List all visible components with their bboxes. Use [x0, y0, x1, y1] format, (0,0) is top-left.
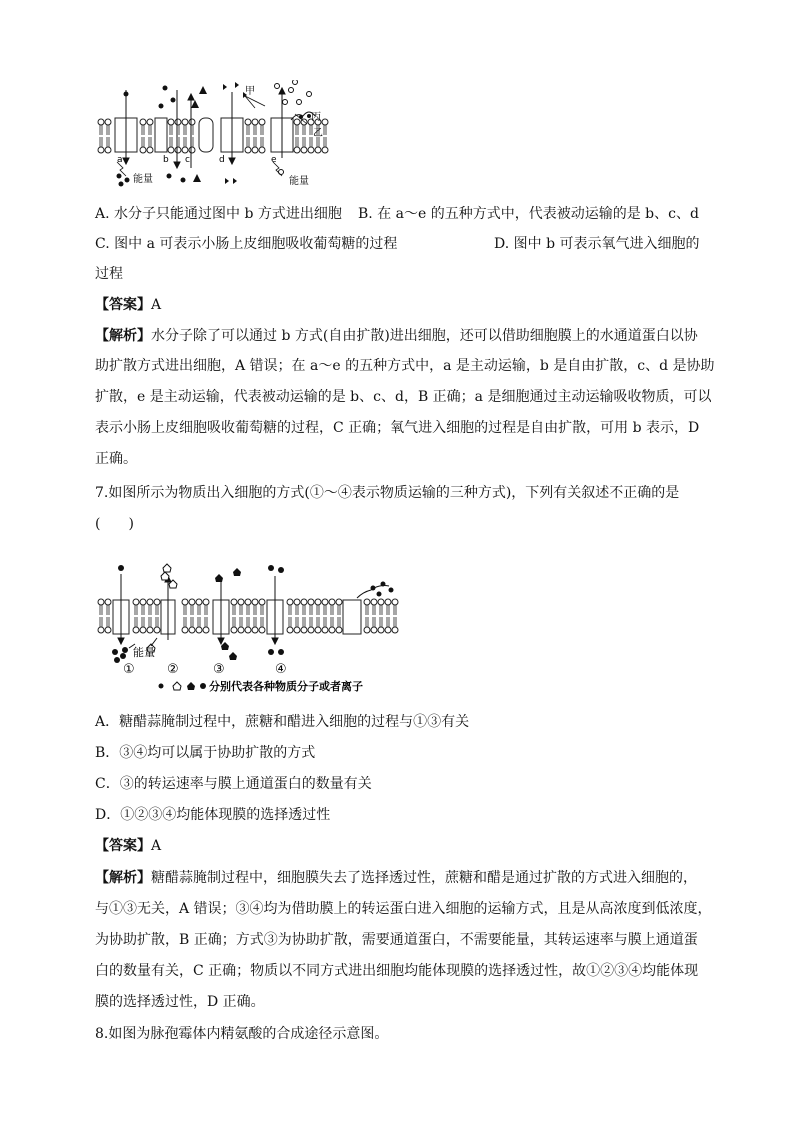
phospholipid: [287, 599, 293, 615]
q7-analysis-line-2: 与①③无关，A 错误；③④均为借助膜上的转运蛋白进入细胞的运输方式，且是从高浓度到低浓度，: [95, 901, 712, 917]
phospholipid: [392, 599, 398, 615]
membrane-transport-figure-1: [95, 80, 335, 190]
phospholipid: [140, 617, 146, 633]
phospholipid: [294, 617, 300, 633]
glycoprotein: [343, 600, 361, 634]
analysis-text: 糖醋蒜腌制过程中，细胞膜失去了选择透过性，蔗糖和醋是通过扩散的方式进入细胞的，: [151, 870, 697, 886]
svg-text:乙: 乙: [313, 128, 323, 139]
phospholipid: [252, 119, 258, 135]
phospholipid: [259, 119, 265, 135]
q7-option-c: C．③的转运速率与膜上通道蛋白的数量有关: [95, 776, 372, 792]
phospholipid: [182, 617, 188, 633]
phospholipid: [168, 119, 174, 135]
q7-analysis-line-5: 膜的选择透过性，D 正确。: [95, 994, 265, 1010]
analysis-text: 水分子除了可以通过 b 方式(自由扩散)进出细胞，还可以借助细胞膜上的水通道蛋白以协: [151, 328, 698, 344]
q6-option-d-cont: 过程: [95, 266, 123, 282]
phospholipid: [133, 617, 139, 633]
phospholipid: [322, 617, 328, 633]
phospholipid: [329, 617, 335, 633]
q6-option-d: D. 图中 b 可表示氧气进入细胞的: [494, 236, 700, 252]
phospholipid: [259, 137, 265, 153]
phospholipid: [196, 617, 202, 633]
q6-option-a: A. 水分子只能通过图中 b 方式进出细胞: [95, 206, 342, 222]
phospholipid: [154, 599, 160, 615]
phospholipid: [196, 599, 202, 615]
phospholipid: [301, 599, 307, 615]
phospholipid: [308, 137, 314, 153]
phospholipid: [245, 137, 251, 153]
phospholipid: [392, 617, 398, 633]
svg-text:能量: 能量: [289, 176, 309, 187]
phospholipid: [245, 599, 251, 615]
phospholipid: [231, 599, 237, 615]
phospholipid: [252, 599, 258, 615]
phospholipid: [364, 599, 370, 615]
phospholipid: [238, 617, 244, 633]
phospholipid: [371, 599, 377, 615]
answer-label: 【答案】: [95, 297, 151, 313]
phospholipid: [105, 599, 111, 615]
q7-stem: 7.如图所示为物质出入细胞的方式(①～④表示物质运输的三种方式)，下列有关叙述不正确的是: [95, 485, 680, 501]
phospholipid: [308, 599, 314, 615]
phospholipid: [189, 617, 195, 633]
phospholipid: [378, 617, 384, 633]
phospholipid: [371, 617, 377, 633]
phospholipid: [175, 119, 181, 135]
svg-text:a: a: [117, 155, 123, 165]
phospholipid: [245, 119, 251, 135]
phospholipid: [259, 617, 265, 633]
phospholipid: [287, 617, 293, 633]
phospholipid: [189, 137, 195, 153]
phospholipid: [98, 137, 104, 153]
analysis-label: 【解析】: [95, 870, 151, 886]
phospholipid: [385, 617, 391, 633]
phospholipid: [378, 599, 384, 615]
phospholipid: [203, 617, 209, 633]
phospholipid: [147, 119, 153, 135]
q7-option-b: B．③④均可以属于协助扩散的方式: [95, 745, 316, 761]
phospholipid: [294, 599, 300, 615]
phospholipid: [182, 137, 188, 153]
phospholipid: [182, 119, 188, 135]
svg-text:能量: 能量: [133, 174, 153, 185]
channel-protein-b: [155, 118, 167, 152]
answer-label: 【答案】: [95, 838, 151, 854]
phospholipid: [203, 599, 209, 615]
q7-analysis-line-1: [95, 868, 697, 888]
svg-text:d: d: [219, 155, 225, 165]
phospholipid: [147, 599, 153, 615]
q6-analysis-line-2: 助扩散方式进出细胞，A 错误；在 a～e 的五种方式中，a 是主动运输，b 是自由扩散，c、d 是协助: [95, 358, 715, 374]
answer-value: A: [151, 838, 162, 854]
phospholipid: [105, 137, 111, 153]
svg-text:分别代表各种物质分子或者离子: 分别代表各种物质分子或者离子: [209, 680, 363, 693]
phospholipid: [301, 617, 307, 633]
phospholipid: [140, 137, 146, 153]
q7-stem-paren: ( ): [95, 516, 134, 532]
phospholipid: [336, 617, 342, 633]
phospholipid: [294, 119, 300, 135]
q6-option-b: B. 在 a～e 的五种方式中，代表被动运输的是 b、c、d: [358, 206, 699, 222]
phospholipid: [301, 137, 307, 153]
phospholipid: [308, 617, 314, 633]
channel-protein-c: [199, 118, 213, 152]
phospholipid: [294, 137, 300, 153]
svg-text:②: ②: [167, 662, 179, 677]
phospholipid: [385, 599, 391, 615]
phospholipid: [322, 599, 328, 615]
svg-text:能量: 能量: [133, 646, 155, 659]
q6-analysis-line-5: 正确。: [95, 451, 137, 467]
phospholipid: [105, 119, 111, 135]
phospholipid: [105, 617, 111, 633]
phospholipid: [259, 599, 265, 615]
q6-answer: [95, 295, 161, 315]
phospholipid: [140, 119, 146, 135]
phospholipid: [98, 119, 104, 135]
phospholipid: [315, 617, 321, 633]
phospholipid: [315, 137, 321, 153]
svg-text:③: ③: [213, 662, 225, 677]
q7-option-d: D．①②③④均能体现膜的选择透过性: [95, 807, 331, 823]
q7-option-a: A．糖醋蒜腌制过程中，蔗糖和醋进入细胞的过程与①③有关: [95, 714, 470, 730]
q6-option-c: C. 图中 a 可表示小肠上皮细胞吸收葡萄糖的过程: [95, 236, 398, 252]
phospholipid: [322, 137, 328, 153]
phospholipid: [182, 599, 188, 615]
svg-text:丙: 丙: [311, 112, 321, 123]
phospholipid: [238, 599, 244, 615]
svg-text:甲: 甲: [245, 86, 255, 97]
phospholipid: [315, 599, 321, 615]
membrane-transport-figure-2: [95, 560, 405, 695]
phospholipid: [140, 599, 146, 615]
q6-analysis-line-1: [95, 326, 698, 346]
svg-text:④: ④: [275, 662, 287, 677]
q7-answer: [95, 836, 161, 856]
phospholipid: [98, 617, 104, 633]
q6-analysis-line-4: 表示小肠上皮细胞吸收葡萄糖的过程，C 正确；氧气进入细胞的过程是自由扩散，可用 b 表示，D: [95, 420, 700, 436]
q7-analysis-line-3: 为协助扩散，B 正确；方式③为协助扩散，需要通道蛋白，不需要能量，其转运速率与膜上通道蛋: [95, 932, 698, 948]
phospholipid: [231, 617, 237, 633]
phospholipid: [175, 137, 181, 153]
phospholipid: [133, 599, 139, 615]
phospholipid: [189, 599, 195, 615]
phospholipid: [329, 599, 335, 615]
answer-value: A: [151, 297, 162, 313]
q7-analysis-line-4: 白的数量有关，C 正确；物质以不同方式进出细胞均能体现膜的选择透过性，故①②③④均能体现: [95, 963, 699, 979]
phospholipid: [154, 617, 160, 633]
svg-text:①: ①: [123, 662, 135, 677]
q6-analysis-line-3: 扩散，e 是主动运输，代表被动运输的是 b、c、d，B 正确；a 是细胞通过主动运输吸收物质，可以: [95, 389, 712, 405]
phospholipid: [245, 617, 251, 633]
phospholipid: [147, 137, 153, 153]
analysis-label: 【解析】: [95, 328, 151, 344]
phospholipid: [336, 599, 342, 615]
phospholipid: [147, 617, 153, 633]
q8-stem: 8.如图为脉孢霉体内精氨酸的合成途径示意图。: [95, 1026, 389, 1042]
phospholipid: [189, 119, 195, 135]
phospholipid: [168, 137, 174, 153]
phospholipid: [98, 599, 104, 615]
svg-text:c: c: [185, 155, 190, 165]
svg-text:b: b: [163, 155, 169, 165]
svg-text:e: e: [271, 155, 277, 165]
phospholipid: [252, 617, 258, 633]
phospholipid: [252, 137, 258, 153]
phospholipid: [364, 617, 370, 633]
